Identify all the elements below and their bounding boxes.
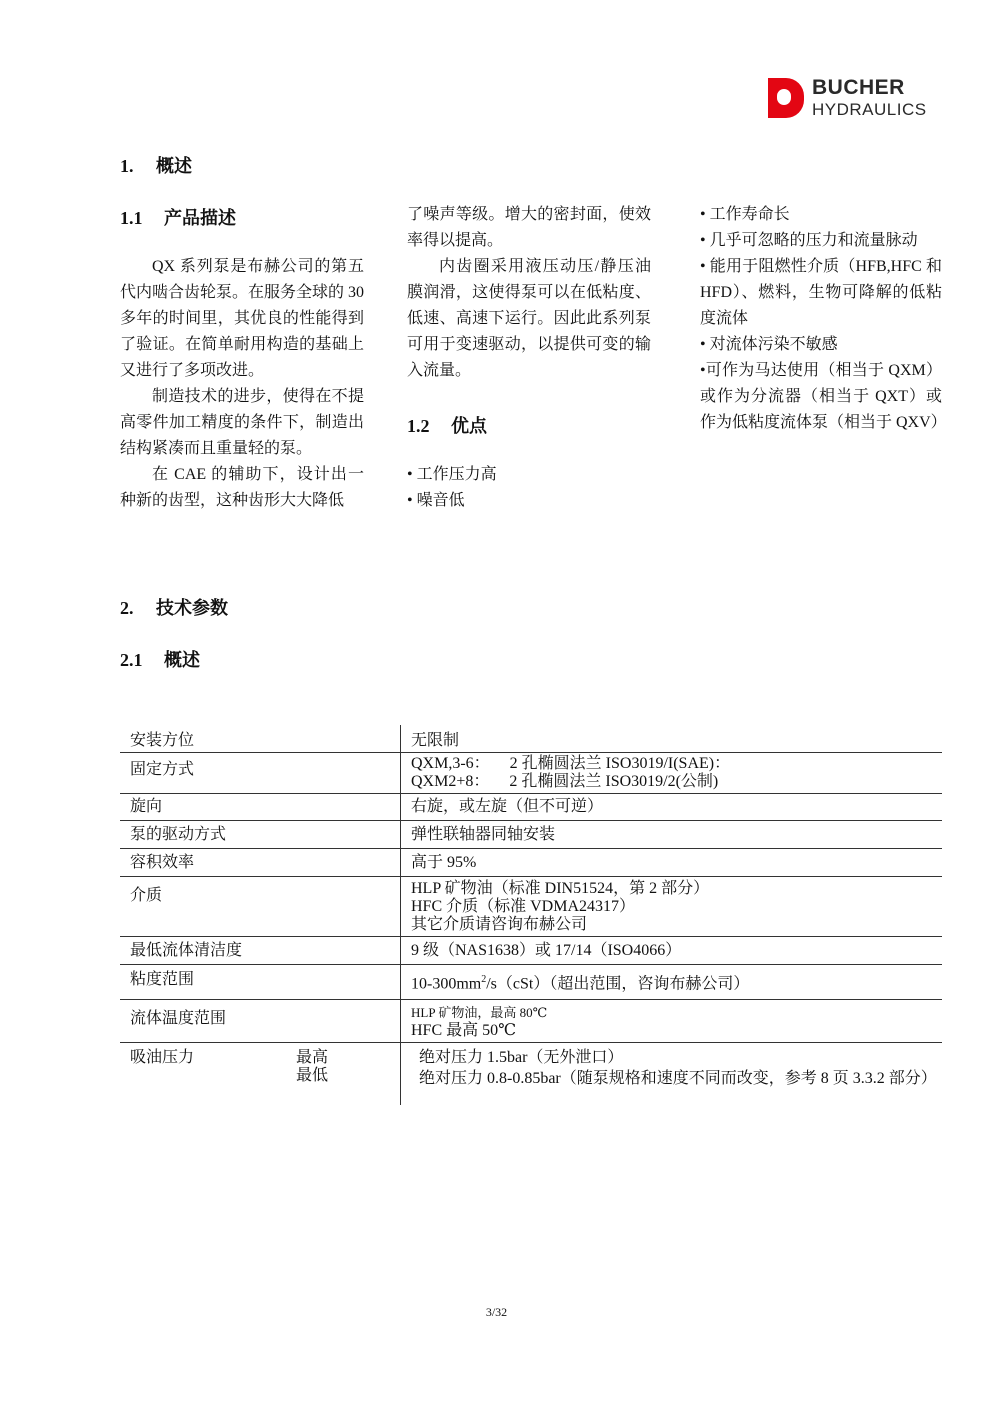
spec-table: [120, 725, 942, 1105]
spec-value: 无限制: [401, 725, 943, 753]
advantage-item: •可作为马达使用（相当于 QXM）或作为分流器（相当于 QXT）或作为低粘度流体泵（相当于 QXV）: [700, 362, 947, 431]
viscosity-unit: /s（cSt）（超出范围，咨询布赫公司）: [486, 975, 750, 993]
section-1-title: 概述: [156, 156, 192, 176]
spec-value-line: 绝对压力 1.5bar（无外泄口）: [419, 1049, 624, 1067]
spec-value-line: HLP 矿物油（标准 DIN51524，第 2 部分）: [411, 880, 710, 897]
product-description-col1: [120, 254, 364, 514]
table-row: [120, 794, 942, 821]
spec-key: [120, 1043, 401, 1106]
spec-value: 高于 95%: [401, 849, 943, 877]
spec-value: [401, 1000, 943, 1043]
spec-value: [401, 1043, 943, 1106]
product-description-col2: [407, 202, 651, 384]
section-1-number: 1.: [120, 156, 134, 176]
spec-value: 9 级（NAS1638）或 17/14（ISO4066）: [401, 937, 943, 965]
table-row: [120, 725, 942, 753]
spec-key: 旋向: [120, 794, 401, 821]
bucher-hydraulics-logo: [766, 72, 944, 122]
advantage-item: • 几乎可忽略的压力和流量脉动: [700, 232, 918, 249]
section-2-1-heading: [120, 646, 200, 672]
section-2-number: 2.: [120, 598, 134, 618]
table-row: [120, 1043, 942, 1106]
spec-value-line: 其它介质请咨询布赫公司: [411, 916, 588, 933]
suction-pressure-sublabels: [296, 1049, 328, 1085]
spec-key: 介质: [120, 877, 401, 937]
brand-line1: BUCHER: [812, 76, 905, 99]
spec-value: [401, 877, 943, 937]
spec-value-line: HFC 最高 50℃: [411, 1022, 517, 1040]
spec-key: 粘度范围: [120, 965, 401, 1000]
table-row: [120, 849, 942, 877]
table-row: [120, 753, 942, 794]
table-row: [120, 965, 942, 1000]
section-1-1-number: 1.1: [120, 208, 143, 228]
brand-line2: HYDRAULICS: [812, 100, 927, 119]
table-row: [120, 1000, 942, 1043]
advantage-item: • 对流体污染不敏感: [700, 336, 838, 353]
spec-value-line: QXM,3-6： 2 孔椭圆法兰 ISO3019/I(SAE)：: [411, 755, 731, 772]
section-2-title: 技术参数: [156, 598, 228, 618]
advantages-list-a: [407, 462, 651, 514]
spec-value-line: HLP 矿物油，最高 80℃: [411, 1005, 548, 1021]
section-1-heading: [120, 152, 192, 178]
spec-value: [401, 965, 943, 1000]
spec-key: 容积效率: [120, 849, 401, 877]
spec-key: 安装方位: [120, 725, 401, 753]
advantage-item: • 工作压力高: [407, 466, 497, 483]
spec-value: [401, 753, 943, 794]
max-label: 最高: [296, 1049, 329, 1067]
advantages-list-b: [700, 202, 947, 436]
table-row: [120, 877, 942, 937]
section-2-1-title: 概述: [164, 650, 200, 670]
desc-paragraph-3-cont: 了噪声等级。增大的密封面，使效率得以提高。: [407, 206, 651, 249]
viscosity-exponent: 2: [481, 974, 487, 985]
desc-paragraph-3: 在 CAE 的辅助下，设计出一种新的齿型，这种齿形大大降低: [120, 466, 364, 509]
table-row: [120, 937, 942, 965]
spec-key: 流体温度范围: [120, 1000, 401, 1043]
spec-key: 固定方式: [120, 753, 401, 794]
section-1-2-number: 1.2: [407, 416, 430, 436]
section-1-2-heading: [407, 412, 487, 438]
advantage-item: • 工作寿命长: [700, 206, 790, 223]
bucher-logo-mark-icon: [766, 72, 806, 122]
min-label: 最低: [296, 1067, 329, 1085]
spec-value-line: QXM2+8： 2 孔椭圆法兰 ISO3019/2(公制): [411, 773, 719, 790]
section-1-1-heading: [120, 204, 236, 230]
suction-pressure-label: 吸油压力: [130, 1049, 195, 1067]
section-2-heading: [120, 594, 228, 620]
spec-value-line: 绝对压力 0.8-0.85bar（随泵规格和速度不同而改变，参考 8 页 3.3.2 部分）: [419, 1070, 937, 1088]
spec-value: 弹性联轴器同轴安装: [401, 821, 943, 849]
spec-key: 最低流体清洁度: [120, 937, 401, 965]
spec-value: 右旋，或左旋（但不可逆）: [401, 794, 943, 821]
spec-value-line: HFC 介质（标准 VDMA24317）: [411, 898, 636, 915]
section-1-2-title: 优点: [451, 416, 487, 436]
section-1-1-title: 产品描述: [164, 208, 236, 228]
page-number: 3/32: [485, 1305, 508, 1319]
section-2-1-number: 2.1: [120, 650, 143, 670]
advantage-item: • 能用于阻燃性介质（HFB,HFC 和 HFD）、燃料，生物可降解的低粘度流体: [700, 258, 942, 327]
table-row: [120, 821, 942, 849]
desc-paragraph-4: 内齿圈采用液压动压/静压油膜润滑，这使得泵可以在低粘度、低速、高速下运行。因此此系列泵可用于变速驱动，以提供可变的输入流量。: [407, 258, 651, 379]
desc-paragraph-1: QX 系列泵是布赫公司的第五代内啮合齿轮泵。在服务全球的 30 多年的时间里，其优良的性能得到了验证。在简单耐用构造的基础上又进行了多项改进。: [120, 258, 365, 379]
spec-key: 泵的驱动方式: [120, 821, 401, 849]
advantage-item: • 噪音低: [407, 492, 465, 509]
desc-paragraph-2: 制造技术的进步，使得在不提高零件加工精度的条件下，制造出结构紧凑而且重量轻的泵。: [120, 388, 364, 457]
viscosity-value: 10-300mm: [411, 975, 482, 993]
